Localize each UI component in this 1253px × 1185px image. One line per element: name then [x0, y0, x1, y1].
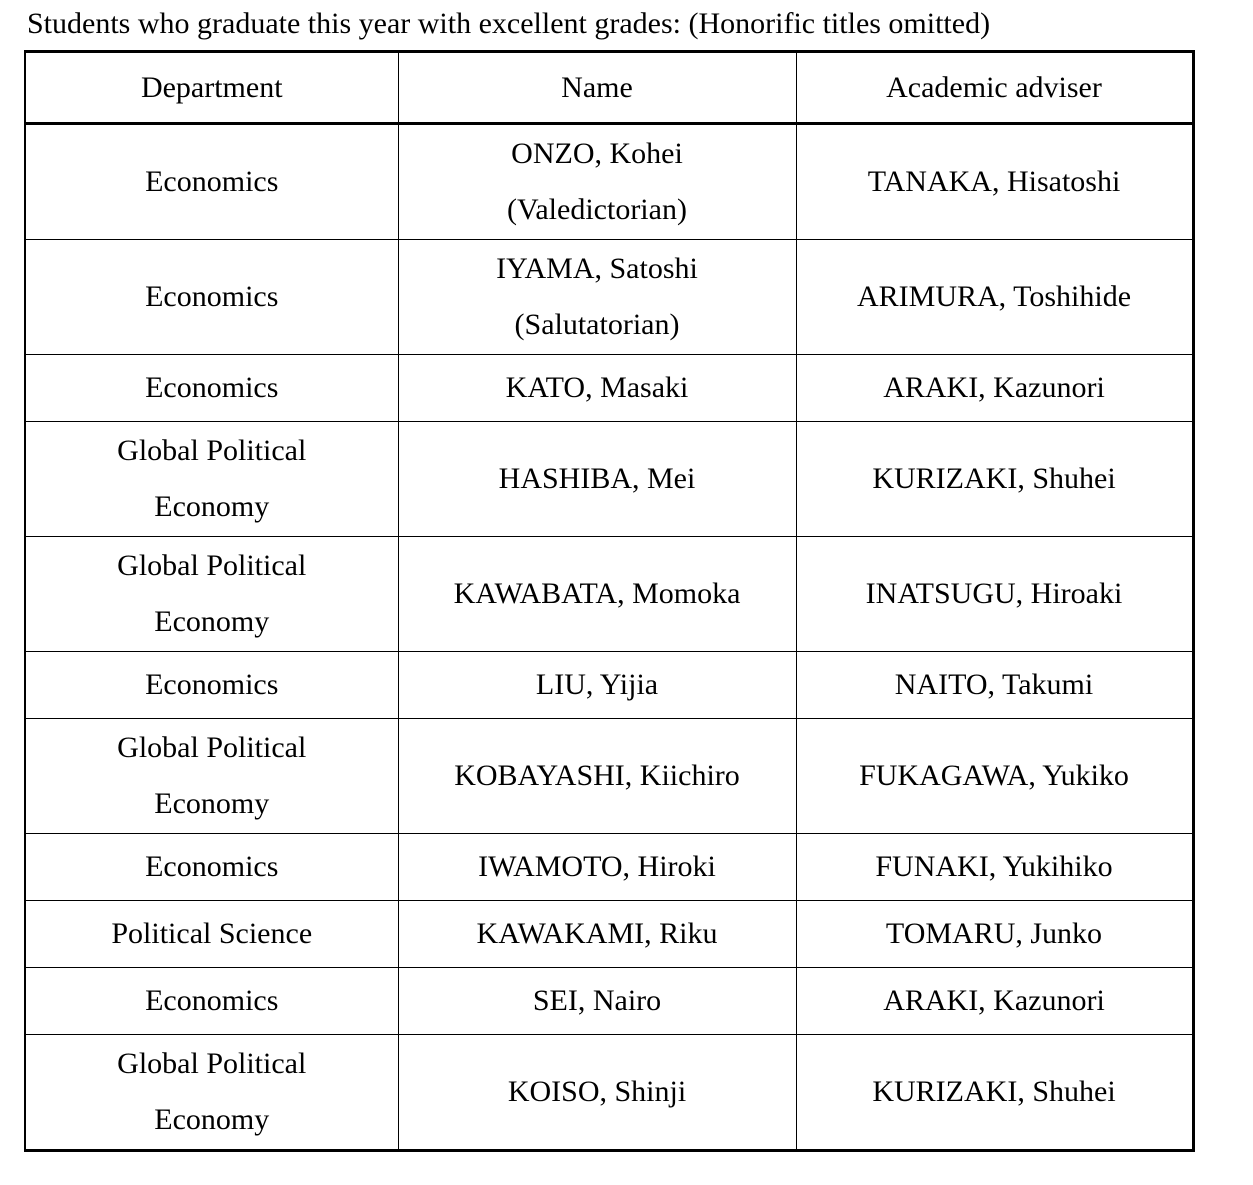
- table-row: [25, 240, 1193, 355]
- table-row: [25, 1035, 1193, 1151]
- department-cell: Economics: [25, 652, 398, 719]
- table-row: [25, 719, 1193, 834]
- table-row: [25, 537, 1193, 652]
- adviser-cell: ARAKI, Kazunori: [796, 355, 1193, 422]
- adviser-cell: KURIZAKI, Shuhei: [796, 1035, 1193, 1151]
- adviser-cell: ARAKI, Kazunori: [796, 968, 1193, 1035]
- adviser-cell: INATSUGU, Hiroaki: [796, 537, 1193, 652]
- name-cell: KATO, Masaki: [398, 355, 796, 422]
- department-cell: Global Political Economy: [25, 1035, 398, 1151]
- name-cell: ONZO, Kohei (Valedictorian): [398, 124, 796, 240]
- name-cell: IWAMOTO, Hiroki: [398, 834, 796, 901]
- table-row: [25, 422, 1193, 537]
- adviser-cell: KURIZAKI, Shuhei: [796, 422, 1193, 537]
- table-row: [25, 355, 1193, 422]
- name-cell: HASHIBA, Mei: [398, 422, 796, 537]
- name-cell: IYAMA, Satoshi (Salutatorian): [398, 240, 796, 355]
- table-row: [25, 901, 1193, 968]
- table-row: [25, 652, 1193, 719]
- department-cell: Global Political Economy: [25, 422, 398, 537]
- department-cell: Political Science: [25, 901, 398, 968]
- column-header-department: Department: [25, 52, 398, 124]
- name-cell: KAWAKAMI, Riku: [398, 901, 796, 968]
- department-cell: Economics: [25, 834, 398, 901]
- department-cell: Global Political Economy: [25, 537, 398, 652]
- adviser-cell: NAITO, Takumi: [796, 652, 1193, 719]
- department-cell: Economics: [25, 355, 398, 422]
- header-row: [25, 52, 1193, 124]
- department-cell: Economics: [25, 124, 398, 240]
- adviser-cell: FUKAGAWA, Yukiko: [796, 719, 1193, 834]
- adviser-cell: TOMARU, Junko: [796, 901, 1193, 968]
- name-cell: KOISO, Shinji: [398, 1035, 796, 1151]
- document-caption: Students who graduate this year with excellent grades: (Honorific titles omitted): [27, 7, 991, 40]
- adviser-cell: TANAKA, Hisatoshi: [796, 124, 1193, 240]
- column-header-academic-adviser: Academic adviser: [796, 52, 1193, 124]
- department-cell: Economics: [25, 968, 398, 1035]
- name-cell: KOBAYASHI, Kiichiro: [398, 719, 796, 834]
- honors-table: [24, 50, 1195, 1152]
- department-cell: Economics: [25, 240, 398, 355]
- adviser-cell: FUNAKI, Yukihiko: [796, 834, 1193, 901]
- table-row: [25, 124, 1193, 240]
- department-cell: Global Political Economy: [25, 719, 398, 834]
- name-cell: LIU, Yijia: [398, 652, 796, 719]
- adviser-cell: ARIMURA, Toshihide: [796, 240, 1193, 355]
- table-row: [25, 968, 1193, 1035]
- name-cell: KAWABATA, Momoka: [398, 537, 796, 652]
- table-row: [25, 834, 1193, 901]
- column-header-name: Name: [398, 52, 796, 124]
- name-cell: SEI, Nairo: [398, 968, 796, 1035]
